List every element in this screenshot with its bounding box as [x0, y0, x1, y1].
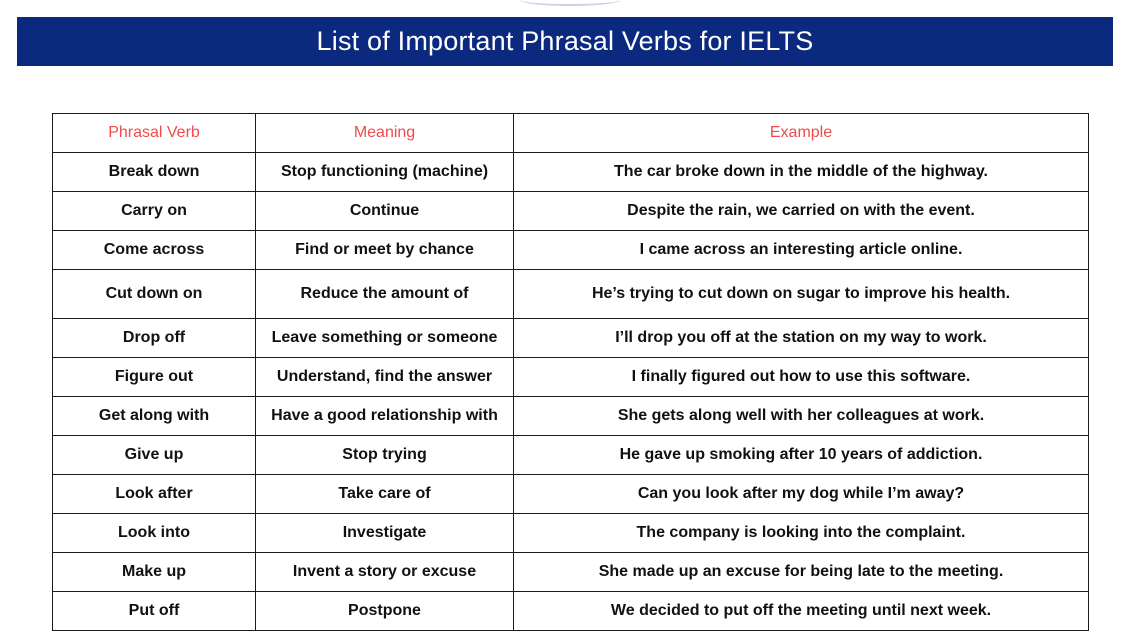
phrasal-verb-cell: Put off — [53, 592, 256, 631]
phrasal-verb-cell: Break down — [53, 153, 256, 192]
table-row — [53, 270, 1089, 319]
example-cell: I’ll drop you off at the station on my way to work. — [514, 319, 1089, 358]
meaning-cell: Understand, find the answer — [256, 358, 514, 397]
table-row — [53, 231, 1089, 270]
example-cell: I finally figured out how to use this software. — [514, 358, 1089, 397]
meaning-cell: Find or meet by chance — [256, 231, 514, 270]
phrasal-verb-cell: Carry on — [53, 192, 256, 231]
meaning-cell: Continue — [256, 192, 514, 231]
phrasal-verb-cell: Give up — [53, 436, 256, 475]
phrasal-verb-cell: Get along with — [53, 397, 256, 436]
example-cell: Can you look after my dog while I’m away? — [514, 475, 1089, 514]
example-cell: He’s trying to cut down on sugar to improve his health. — [514, 270, 1089, 319]
meaning-cell: Invent a story or excuse — [256, 553, 514, 592]
phrasal-verbs-table — [52, 113, 1089, 631]
meaning-cell: Leave something or someone — [256, 319, 514, 358]
table-row — [53, 397, 1089, 436]
table-row — [53, 319, 1089, 358]
decorative-arc — [520, 0, 620, 6]
example-cell: He gave up smoking after 10 years of addiction. — [514, 436, 1089, 475]
meaning-cell: Postpone — [256, 592, 514, 631]
example-cell: She made up an excuse for being late to the meeting. — [514, 553, 1089, 592]
header-phrasal-verb: Phrasal Verb — [53, 114, 256, 153]
table-row — [53, 192, 1089, 231]
phrasal-verb-cell: Make up — [53, 553, 256, 592]
meaning-cell: Stop functioning (machine) — [256, 153, 514, 192]
table-row — [53, 553, 1089, 592]
meaning-cell: Reduce the amount of — [256, 270, 514, 319]
table-header-row — [53, 114, 1089, 153]
phrasal-verb-cell: Drop off — [53, 319, 256, 358]
phrasal-verb-cell: Figure out — [53, 358, 256, 397]
meaning-cell: Take care of — [256, 475, 514, 514]
page-title-banner — [17, 17, 1113, 66]
phrasal-verb-cell: Look into — [53, 514, 256, 553]
table-row — [53, 436, 1089, 475]
table-row — [53, 592, 1089, 631]
meaning-cell: Have a good relationship with — [256, 397, 514, 436]
example-cell: I came across an interesting article online. — [514, 231, 1089, 270]
phrasal-verb-cell: Come across — [53, 231, 256, 270]
phrasal-verb-cell: Look after — [53, 475, 256, 514]
example-cell: The car broke down in the middle of the highway. — [514, 153, 1089, 192]
phrasal-verb-cell: Cut down on — [53, 270, 256, 319]
table-row — [53, 514, 1089, 553]
header-example: Example — [514, 114, 1089, 153]
header-meaning: Meaning — [256, 114, 514, 153]
table-row — [53, 153, 1089, 192]
table-row — [53, 475, 1089, 514]
meaning-cell: Stop trying — [256, 436, 514, 475]
example-cell: We decided to put off the meeting until next week. — [514, 592, 1089, 631]
example-cell: Despite the rain, we carried on with the event. — [514, 192, 1089, 231]
table-row — [53, 358, 1089, 397]
example-cell: She gets along well with her colleagues at work. — [514, 397, 1089, 436]
page-title: List of Important Phrasal Verbs for IELTS — [316, 26, 814, 56]
meaning-cell: Investigate — [256, 514, 514, 553]
example-cell: The company is looking into the complaint. — [514, 514, 1089, 553]
